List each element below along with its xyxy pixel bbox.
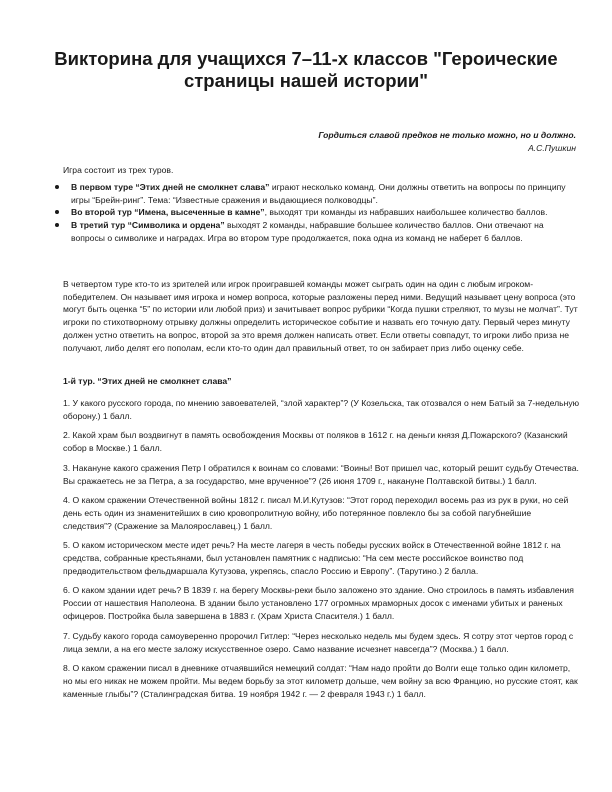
question-item: 1. У какого русского города, по мнению завоевателей, “злой характер”? (У Козельска, так отозвался о нем Батый за 7-недельную оборону.) 1 балл. [63, 398, 580, 421]
intro-paragraph: Игра состоит из трех туров. [63, 165, 174, 175]
list-item [63, 206, 578, 219]
question-item: 4. О каком сражении Отечественной войны 1812 г. писал М.И.Кутузов: “Этот город переходил восемь раз из рук в руки, но сей день есть один из знаменитейших в сию кровопролитную войну, ибо потерянное повлекло бы за собой пагубнейшие следствия”? (Сражение за Малоярославец.) 1 балл. [63, 494, 569, 531]
question-item: 2. Какой храм был воздвигнут в память освобождения Москвы от поляков в 1612 г. на деньги князя Д.Пожарского? (Казанский собор в Москве.) 1 балл. [63, 430, 568, 454]
bullet-icon [55, 210, 59, 214]
document-title: Викторина для учащихся 7–11-х классов "Героические страницы нашей истории" [54, 48, 558, 91]
question-item: 6. О каком здании идет речь? В 1839 г. на берегу Москвы-реки было заложено это здание. Оно строилось в память избавления России от нашествия Наполеона. В здании было установлено 177 огромных мраморных досок с именами убитых и раненых офицеров. Постройка была завершена в 1883 г. (Храм Христа Спасителя.) 1 балл. [63, 585, 574, 622]
tour-text: выходят 2 команды, набравшие большее количество баллов. Они отвечают на вопросы о символике и наградах. Игра во втором туре продолжается, пока одна из команд не наберет 6 баллов. [71, 220, 544, 243]
question-item: 8. О каком сражении писал в дневнике отчаявшийся немецкий солдат: “Нам надо пройти до Волги еще только один километр, но мы его никак не можем пройти. Мы ведем борьбу за этот километр дольше, чем войну за всю Францию, но русские стоят, как каменные глыбы”? (Сталинградская битва. 19 ноября 1942 г. — 2 февраля 1943 г.) 1 балл. [63, 662, 578, 699]
epigraph [200, 129, 576, 155]
epigraph-quote: Гордиться славой предков не только можно, но и должно. [318, 130, 576, 140]
questions-list [63, 397, 580, 707]
list-item [63, 219, 578, 244]
epigraph-author: А.С.Пушкин [528, 143, 576, 153]
tour-text: , выходят три команды из набравших наибольшее количество баллов. [264, 207, 548, 218]
tour-text: играют несколько команд. Они должны ответить на вопросы по принципу игры “Брейн-ринг”. Тема: “Известные сражения и выдающиеся полководцы”. [71, 182, 566, 205]
question-item: 3. Накануне какого сражения Петр I обратился к воинам со словами: “Воины! Вот пришел час, который решит судьбу Отечества. Вы сражаетесь не за Петра, а за государство, мне врученное”? (26 июня 1709 г., накануне Полтавской битвы.) 1 балл. [63, 462, 579, 486]
question-item: 5. О каком историческом месте идет речь? На месте лагеря в честь победы русских войск в Отечественной войне 1812 г. на средства, собранные крестьянами, был установлен памятник с надписью: “На сем месте российское воинство под предводительством фельдмаршала Кутузова, укрепясь, спасло Россию и Европу”. (Тарутино.) 2 балла. [63, 540, 561, 576]
tour-lead: В третий тур “Символика и ордена” [71, 220, 225, 231]
tour-lead: В первом туре “Этих дней не смолкнет слава” [71, 182, 270, 192]
tours-list [63, 181, 578, 245]
question-item: 7. Судьбу какого города самоуверенно пророчил Гитлер: “Через несколько недель мы будем здесь. Я сотру этот чертов город с лица земли, а на его месте заложу искусственное озеро. Само название исчезнет навсегда”? (Москва.) 1 балл. [63, 630, 574, 654]
round-heading: 1-й тур. “Этих дней не смолкнет слава” [63, 376, 232, 386]
rules-paragraph: В четвертом туре кто-то из зрителей или игрок проигравшей команды может сыграть один на один с любым игроком-победителем. Он называет имя игрока и номер вопроса, которые разложены перед ними. Ведущий называет цену вопроса (это могут быть оценка “5” по истории или любой приз) и зачитывает вопрос рубрики “Когда пушки стреляют, то музы не молчат”. Тут игроки по стихотворному отрывку должны определить историческое событие и назвать его точную дату. Первый через минуту должен устно ответить на вопрос, второй за это время должен написать ответ. Если ответы совпадут, то игроки либо приза не получают, либо делят его пополам, если кто-то один дал правильный ответ, то он забирает приз либо оценку себе. [63, 279, 578, 353]
list-item [63, 181, 578, 206]
bullet-icon [55, 185, 59, 189]
tour-lead: Во второй тур “Имена, высеченные в камне” [71, 207, 265, 218]
bullet-icon [55, 223, 59, 227]
